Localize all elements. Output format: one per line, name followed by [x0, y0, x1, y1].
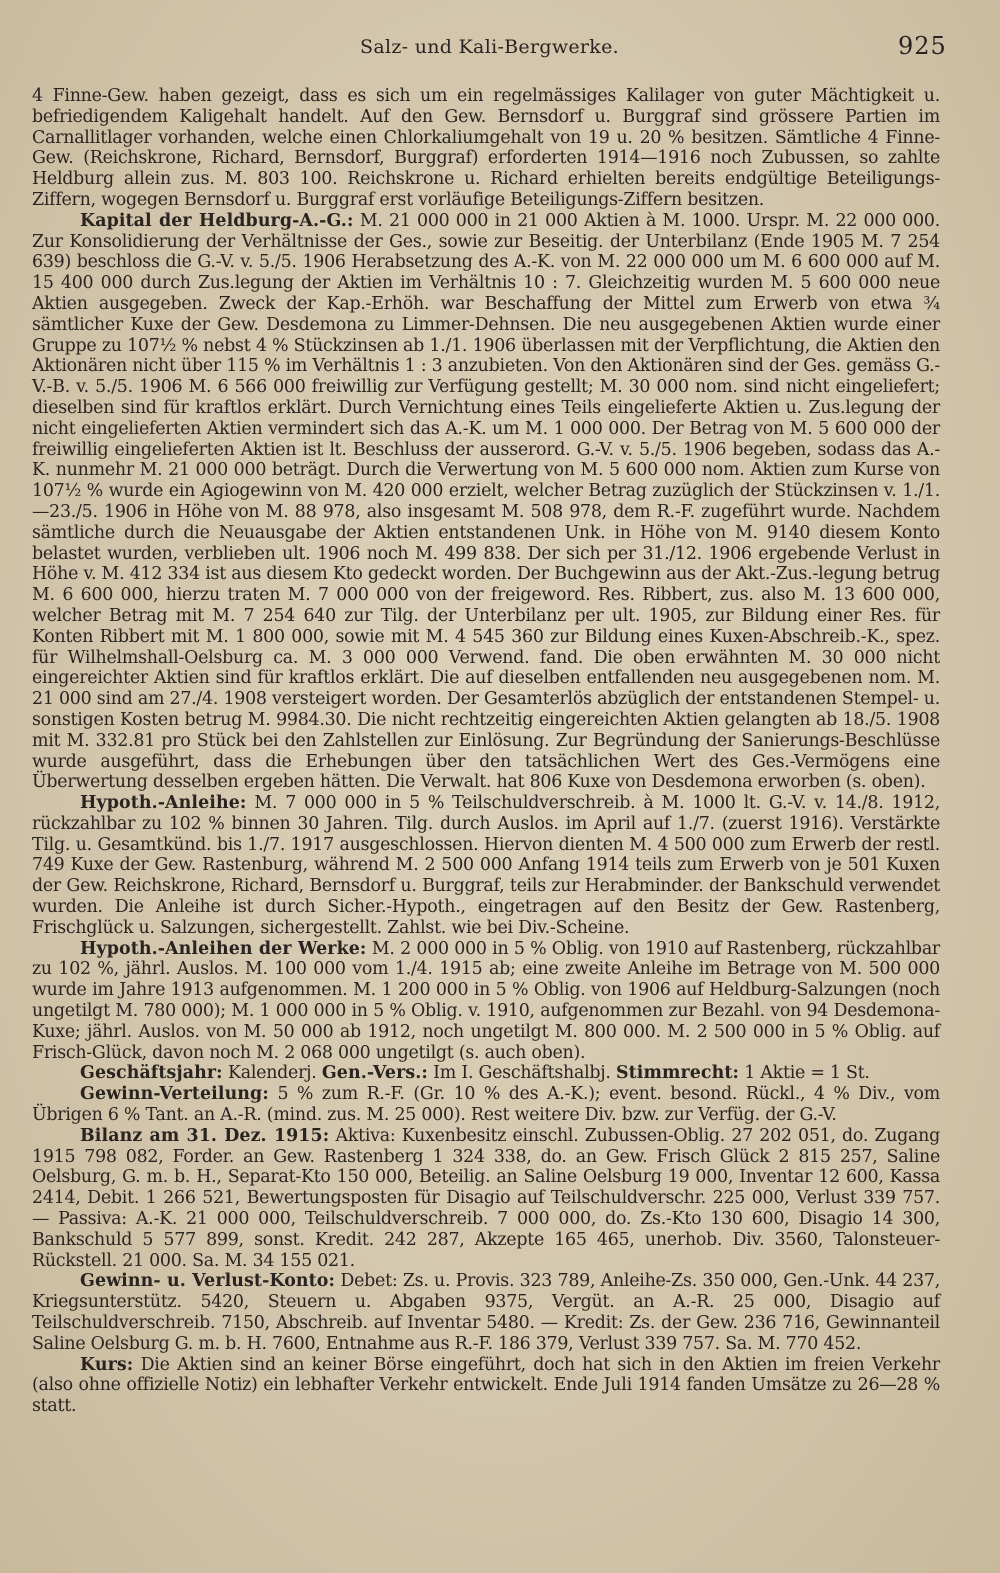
paragraph-gewinn-verteilung: Gewinn-Verteilung: 5 % zum R.-F. (Gr. 10 % des A.-K.); event. besond. Rückl., 4 % Div., vom Übrigen 6 % Tant. an A.-R. (mind. zus. M. 25 000). Rest weitere Div. bzw. zur Verfüg. der G.-V.: [32, 1084, 940, 1126]
paragraph-gewinn-verlust-konto: Gewinn- u. Verlust-Konto: Debet: Zs. u. Provis. 323 789, Anleihe-Zs. 350 000, Gen.-Unk. 44 237, Kriegsunterstütz. 5420, Steuern u. Abgaben 9375, Vergüt. an A.-R. 25 000, Disagio auf Teilschuldverschreib. 7150, Abschreib. auf Inventar 5480. — Kredit: Zs. der Gew. 236 716, Gewinnanteil Saline Oelsburg G. m. b. H. 7600, Entnahme aus R.-F. 186 379, Verlust 339 757. Sa. M. 770 452.: [32, 1271, 940, 1354]
paragraph-hypoth-anleihen-werke: Hypoth.-Anleihen der Werke: M. 2 000 000 in 5 % Oblig. von 1910 auf Rastenberg, rückzahlbar zu 102 %, jährl. Auslos. M. 100 000 vom 1./4. 1915 ab; eine zweite Anleihe im Betrage von M. 500 000 wurde im Jahre 1913 aufgenommen. M. 1 200 000 in 5 % Oblig. von 1906 auf Heldburg-Salzungen (noch ungetilgt M. 780 000); M. 1 000 000 in 5 % Oblig. v. 1910, aufgenommen zur Bezahl. von 94 Desdemona-Kuxe; jährl. Auslos. von M. 50 000 ab 1912, noch ungetilgt M. 800 000. M. 2 500 000 in 5 % Oblig. auf Frisch-Glück, davon noch M. 2 068 000 ungetilgt (s. auch oben).: [32, 938, 940, 1063]
label-kurs: Kurs:: [80, 1354, 134, 1375]
paragraph-geschaeftsjahr: Geschäftsjahr: Kalenderj. Gen.-Vers.: Im I. Geschäftshalbj. Stimmrecht: 1 Aktie = 1 St.: [80, 1063, 870, 1084]
paragraph-hypoth-anleihe: Hypoth.-Anleihe: M. 7 000 000 in 5 % Teilschuldverschreib. à M. 1000 lt. G.-V. v. 14./8. 1912, rückzahlbar zu 102 % binnen 30 Jahren. Tilg. durch Auslos. im April auf 1./7. (zuerst 1916). Verstärkte Tilg. u. Gesamtkünd. bis 1./7. 1917 ausgeschlossen. Hiervon dienten M. 4 500 000 zum Erwerb der restl. 749 Kuxe der Gew. Rastenburg, während M. 2 500 000 Anfang 1914 teils zum Erwerb von je 501 Kuxen der Gew. Reichskrone, Richard, Bernsdorf u. Burggraf, teils zur Herabminder. der Bankschuld verwendet wurden. Die Anleihe ist durch Sicher.-Hypoth., eingetragen auf den Besitz der Gew. Rastenberg, Frischglück u. Salzungen, sichergestellt. Zahlst. wie bei Div.-Scheine.: [32, 793, 940, 938]
label-hypoth-anleihe: Hypoth.-Anleihe:: [80, 793, 247, 814]
paragraph-finne-gewerkschaften: 4 Finne-Gew. haben gezeigt, dass es sich um ein regelmässiges Kalilager von guter Mächtigkeit u. befriedigendem Kaligehalt handelt. Auf den Gew. Bernsdorf u. Burggraf sind grössere Partien im Carnallitlager vorhanden, welche einen Chlorkaliumgehalt von 19 u. 20 % besitzen. Sämtliche 4 Finne-Gew. (Reichskrone, Richard, Bernsdorf, Burggraf) erforderten 1914—1916 noch Zubussen, so zahlte Heldburg allein zus. M. 803 100. Reichskrone u. Richard erhielten bereits endgültige Beteiligungs-Ziffern, wogegen Bernsdorf u. Burggraf erst vorläufige Beteiligungs-Ziffern besitzen.: [32, 86, 940, 210]
label-gewinn-verlust-konto: Gewinn- u. Verlust-Konto:: [80, 1271, 336, 1292]
label-kapital: Kapital der Heldburg-A.-G.:: [80, 210, 354, 231]
label-gewinn-verteilung: Gewinn-Verteilung:: [80, 1084, 269, 1105]
label-geschaeftsjahr: Geschäftsjahr:: [80, 1063, 223, 1084]
page-header: [0, 32, 1000, 64]
paragraph-kurs: Kurs: Die Aktien sind an keiner Börse eingeführt, doch hat sich in den Aktien im freien Verkehr (also ohne offizielle Notiz) ein lebhafter Verkehr entwickelt. Ende Juli 1914 fanden Umsätze zu 26—28 % statt.: [32, 1354, 940, 1417]
label-bilanz: Bilanz am 31. Dez. 1915:: [80, 1125, 330, 1146]
running-title: Salz- und Kali-Bergwerke.: [360, 36, 619, 58]
label-hypoth-anleihen-werke: Hypoth.-Anleihen der Werke:: [80, 938, 367, 959]
page-number: 925: [898, 32, 947, 60]
paragraph-bilanz: Bilanz am 31. Dez. 1915: Aktiva: Kuxenbesitz einschl. Zubussen-Oblig. 27 202 051, do. Zugang 1915 798 082, Forder. an Gew. Rastenberg 1 324 338, do. an Gew. Frisch Glück 2 815 257, Saline Oelsburg, G. m. b. H., Separat-Kto 150 000, Beteilig. an Saline Oelsburg 19 000, Inventar 12 600, Kassa 2414, Debit. 1 266 521, Bewertungsposten für Disagio auf Teilschuldverschr. 225 000, Verlust 339 757. — Passiva: A.-K. 21 000 000, Teilschuldverschreib. 7 000 000, do. Zs.-Kto 130 600, Disagio 14 300, Bankschuld 5 577 899, sonst. Kredit. 242 287, Akzepte 165 465, unerhob. Div. 3560, Talonsteuer-Rückstell. 21 000. Sa. M. 34 155 021.: [32, 1125, 941, 1271]
paragraph-kapital: Kapital der Heldburg-A.-G.: M. 21 000 000 in 21 000 Aktien à M. 1000. Urspr. M. 22 000 000. Zur Konsolidierung der Verhältnisse der Ges., sowie zur Beseitig. der Unterbilanz (Ende 1905 M. 7 254 639) beschloss die G.-V. v. 5./5. 1906 Herabsetzung des A.-K. von M. 22 000 000 um M. 6 600 000 auf M. 15 400 000 durch Zus.legung der Aktien im Verhältnis 10 : 7. Gleichzeitig wurden M. 5 600 000 neue Aktien ausgegeben. Zweck der Kap.-Erhöh. war Beschaffung der Mittel zum Erwerb von etwa ¾ sämtlicher Kuxe der Gew. Desdemona zu Limmer-Dehnsen. Die neu ausgegebenen Aktien wurde einer Gruppe zu 107½ % nebst 4 % Stückzinsen ab 1./1. 1906 überlassen mit der Verpflichtung, die Aktien den Aktionären nicht über 115 % im Verhältnis 1 : 3 anzubieten. Von den Aktionären sind der Ges. gemäss G.-V.-B. v. 5./5. 1906 M. 6 566 000 freiwillig zur Verfügung gestellt; M. 30 000 nom. sind nicht eingeliefert; dieselben sind für kraftlos erklärt. Durch Vernichtung eines Teils eingelieferte Aktien u. Zus.legung der nicht eingelieferten Aktien vermindert sich das A.-K. um M. 1 000 000. Der Betrag von M. 5 600 000 der freiwillig eingelieferten Aktien ist lt. Beschluss der ausserord. G.-V. v. 5./5. 1906 begeben, sodass das A.-K. nunmehr M. 21 000 000 beträgt. Durch die Verwertung von M. 5 600 000 nom. Aktien zum Kurse von 107½ % wurde ein Agiogewinn von M. 420 000 erzielt, welcher Betrag zuzüglich der Stückzinsen v. 1./1.—23./5. 1906 in Höhe von M. 88 978, also insgesamt M. 508 978, dem R.-F. zugeführt wurde. Nachdem sämtliche durch die Neuausgabe der Aktien entstandenen Unk. in Höhe von M. 9140 diesem Konto belastet wurden, verblieben ult. 1906 noch M. 499 838. Der sich per 31./12. 1906 ergebende Verlust in Höhe v. M. 412 334 ist aus diesem Kto gedeckt worden. Der Buchgewinn aus der Akt.-Zus.-legung betrug M. 6 600 000, hierzu traten M. 7 000 000 von der freigeword. Res. Ribbert, zus. also M. 13 600 000, welcher Betrag mit M. 7 254 640 zur Tilg. der Unterbilanz per ult. 1905, zur Bildung einer Res. für Konten Ribbert mit M. 1 800 000, sowie mit M. 4 545 360 zur Bildung eines Kuxen-Abschreib.-K., spez. für Wilhelmshall-Oelsburg ca. M. 3 000 000 Verwend. fand. Die oben erwähnten M. 30 000 nicht eingereichter Aktien sind für kraftlos erklärt. Die auf dieselben entfallenden neu ausgegebenen nom. M. 21 000 sind am 27./4. 1908 versteigert worden. Der Gesamterlös abzüglich der entstandenen Stempel- u. sonstigen Kosten betrug M. 9984.30. Die nicht rechtzeitig eingereichten Aktien gelangten ab 18./5. 1908 mit M. 332.81 pro Stück bei den Zahlstellen zur Einlösung. Zur Begründung der Sanierungs-Beschlüsse wurde ausgeführt, dass die Erhebungen über den tatsächlichen Wert des Ges.-Vermögens eine Überwertung desselben ergeben hätten. Die Verwalt. hat 806 Kuxe von Desdemona erworben (s. oben).: [32, 210, 940, 793]
text-body: [32, 86, 940, 1417]
label-gen-vers: Gen.-Vers.:: [321, 1063, 428, 1084]
label-stimmrecht: Stimmrecht:: [615, 1063, 739, 1084]
